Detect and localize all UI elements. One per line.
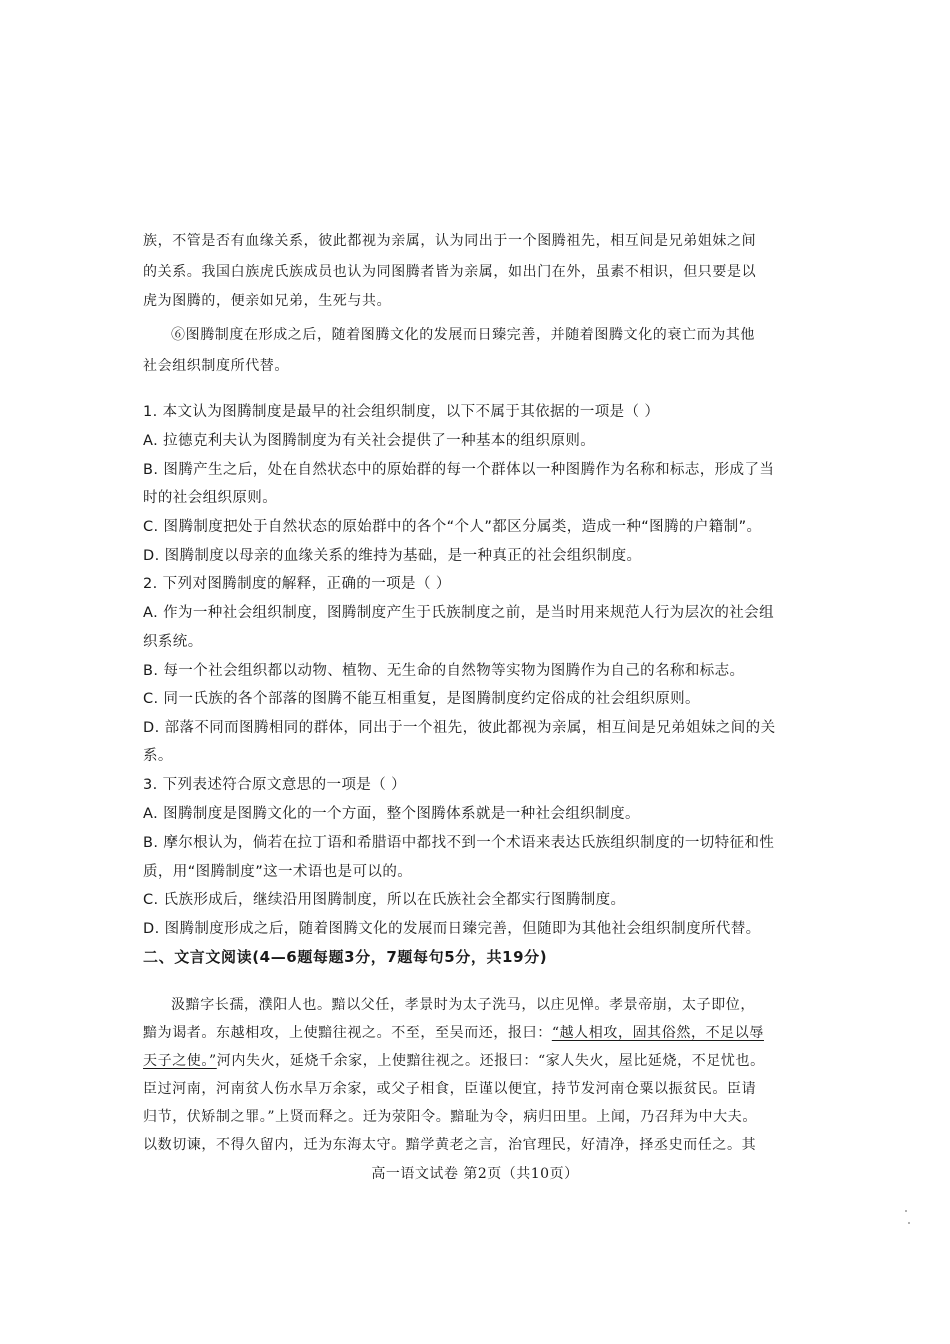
question-2-option-a-cont: 织系统。 <box>143 634 203 650</box>
classical-text: 黯为谒者。东越相攻，上使黯往视之。不至，至吴而还，报曰： <box>143 1025 552 1041</box>
passage-line: 虎为图腾的，便亲如兄弟，生死与共。 <box>143 293 392 309</box>
question-3-option-a: A. 图腾制度是图腾文化的一个方面，整个图腾体系就是一种社会组织制度。 <box>143 806 640 822</box>
question-1-option-b-cont: 时的社会组织原则。 <box>143 490 278 506</box>
underlined-sentence: “越人相攻，固其俗然，不足以辱 <box>551 1025 764 1041</box>
classical-text: 河内失火，延烧千余家，上使黯往视之。还报曰：“家人失火，屋比延烧，不足忧也。 <box>216 1053 765 1069</box>
scan-speck <box>905 1210 907 1212</box>
question-3-option-b: B. 摩尔根认为，倘若在拉丁语和希腊语中都找不到一个术语来表达氏族组织制度的一切特征和性 <box>143 835 775 851</box>
passage-line: 社会组织制度所代替。 <box>143 358 289 374</box>
classical-line: 汲黯字长孺，濮阳人也。黯以父任，孝景时为太子洗马，以庄见惮。孝景帝崩，太子即位， <box>171 997 755 1013</box>
underlined-sentence: 天子之使。” <box>143 1053 217 1069</box>
question-3-stem: 3. 下列表述符合原文意思的一项是（ ） <box>143 777 407 793</box>
question-2-option-c: C. 同一氏族的各个部落的图腾不能互相重复，是图腾制度约定俗成的社会组织原则。 <box>143 691 700 707</box>
classical-line <box>143 1051 765 1071</box>
passage-line: 的关系。我国白族虎氏族成员也认为同图腾者皆为亲属，如出门在外，虽素不相识，但只要是以 <box>143 264 757 280</box>
page-footer: 高一语文试卷 第2页（共10页） <box>371 1166 579 1182</box>
section-2-heading: 二、文言文阅读(4—6题每题3分，7题每句5分，共19分) <box>143 948 548 966</box>
question-1-option-d: D. 图腾制度以母亲的血缘关系的维持为基础，是一种真正的社会组织制度。 <box>143 548 642 564</box>
passage-line: 族，不管是否有血缘关系，彼此都视为亲属，认为同出于一个图腾祖先，相互间是兄弟姐妹之间 <box>143 233 757 249</box>
question-1-option-a: A. 拉德克利夫认为图腾制度为有关社会提供了一种基本的组织原则。 <box>143 433 596 449</box>
classical-line: 归节，伏矫制之罪。”上贤而释之。迁为荥阳令。黯耻为令，病归田里。上闻，乃召拜为中大夫。 <box>143 1109 757 1125</box>
scan-speck <box>908 1222 910 1224</box>
question-2-option-b: B. 每一个社会组织都以动物、植物、无生命的自然物等实物为图腾作为自己的名称和标志。 <box>143 663 745 679</box>
question-3-option-b-cont: 质，用“图腾制度”这一术语也是可以的。 <box>143 864 413 880</box>
question-2-option-d: D. 部落不同而图腾相同的群体，同出于一个祖先，彼此都视为亲属，相互间是兄弟姐妹之间的关 <box>143 720 776 736</box>
question-3-option-c: C. 氏族形成后，继续沿用图腾制度，所以在氏族社会全都实行图腾制度。 <box>143 892 626 908</box>
question-2-option-a: A. 作为一种社会组织制度，图腾制度产生于氏族制度之前，是当时用来规范人行为层次的社会组 <box>143 605 774 621</box>
classical-line <box>143 1023 764 1043</box>
question-2-stem: 2. 下列对图腾制度的解释，正确的一项是（ ） <box>143 576 451 592</box>
classical-line: 以数切谏，不得久留内，迁为东海太守。黯学黄老之言，治官理民，好清净，择丞史而任之。其 <box>143 1137 757 1153</box>
question-1-option-b: B. 图腾产生之后，处在自然状态中的原始群的每一个群体以一种图腾作为名称和标志，形成了当 <box>143 462 775 478</box>
question-2-option-d-cont: 系。 <box>143 748 173 764</box>
question-3-option-d: D. 图腾制度形成之后，随着图腾文化的发展而日臻完善，但随即为其他社会组织制度所代替。 <box>143 921 761 937</box>
question-1-stem: 1. 本文认为图腾制度是最早的社会组织制度，以下不属于其依据的一项是（ ） <box>143 404 660 420</box>
question-1-option-c: C. 图腾制度把处于自然状态的原始群中的各个“个人”都区分属类，造成一种“图腾的户籍制”。 <box>143 519 762 535</box>
passage-paragraph-6: ⑥图腾制度在形成之后，随着图腾文化的发展而日臻完善，并随着图腾文化的衰亡而为其他 <box>171 327 755 343</box>
classical-line: 臣过河南，河南贫人伤水旱万余家，或父子相食，臣谨以便宜，持节发河南仓粟以振贫民。臣请 <box>143 1081 757 1097</box>
